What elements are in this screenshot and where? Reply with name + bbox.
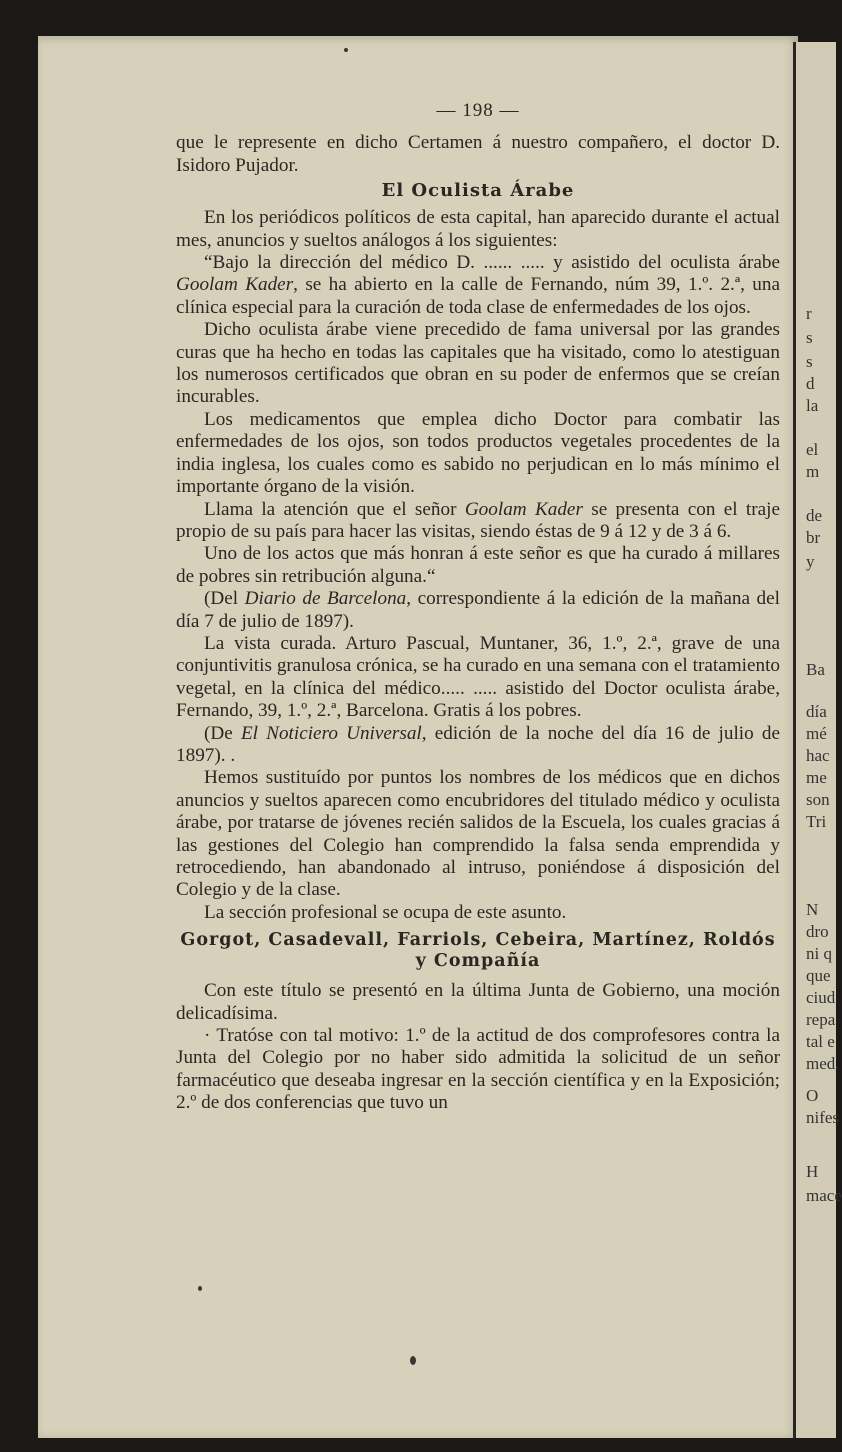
paragraph: Con este título se presentó en la última Junta de Gobierno, una moción delicadísima. [176,980,780,1024]
text-run: , correspondiente á la edición de la mañana del día 7 de julio de 1897). [176,588,781,632]
italic-publication: El Noticiero Universal [240,722,422,744]
section-heading: El Oculista Árabe [381,180,575,202]
ink-speck [198,1286,202,1291]
adjacent-page-fragment: s [806,328,813,347]
italic-publication: Diario de Barcelona [244,588,407,610]
adjacent-page-fragment: d [806,374,815,393]
adjacent-page-fragment: ni q [806,944,832,963]
paragraph: Uno de los actos que más honran á este señor es que ha curado á millares de pobres sin retribución alguna.“ [176,543,780,587]
paragraph: Dicho oculista árabe viene precedido de fama universal por las grandes curas que ha hecho en todas las capitales que ha visitado, como lo atestiguan los numerosos certificados que obran en su poder de enfermos que se creían incurables. [176,319,780,408]
paragraph: La sección profesional se ocupa de este asunto. [204,901,567,923]
adjacent-page-fragment: hac [806,746,830,765]
adjacent-page-fragment: ciud [806,988,836,1007]
page-number: — 198 — [436,100,520,121]
adjacent-page-fragment: Tri [806,812,827,831]
adjacent-page-fragment: Ba [806,660,825,679]
adjacent-page-fragment: s [806,352,813,371]
paragraph: · Tratóse con tal motivo: 1.º de la actitud de dos comprofesores contra la Junta del Colegio por no haber sido admitida la solicitud de un señor farmacéutico que deseaba ingresar en la sección científica y en la Exposición; 2.º de dos conferencias que tuvo un [176,1025,780,1114]
paragraph [176,588,780,633]
paragraph [176,252,780,319]
page-text [176,100,780,1115]
adjacent-page-fragment: día [806,702,827,721]
adjacent-page-fragment: mé [806,724,827,743]
ink-speck [410,1356,416,1365]
adjacent-page-fragment: mace [806,1186,842,1205]
adjacent-page-fragment: y [806,552,815,571]
adjacent-page-fragment: de [806,506,823,525]
paragraph: En los periódicos políticos de esta capital, han aparecido durante el actual mes, anuncios y sueltos análogos á los siguientes: [176,207,780,251]
adjacent-page-fragment: que [806,966,831,985]
adjacent-page-fragment: O [806,1086,819,1105]
adjacent-page-fragment: med. [806,1054,840,1073]
adjacent-page-fragment: nifes [806,1108,840,1127]
adjacent-page-fragment: repa [806,1010,836,1029]
text-run: (Del [204,588,245,610]
text-run: Llama la atención que el señor [204,498,465,520]
adjacent-page-fragment: N [806,900,819,919]
paragraph: Los medicamentos que emplea dicho Doctor para combatir las enfermedades de los ojos, son todos productos vegetales procedentes de la india inglesa, los cuales como es sabido no perjudican en lo más mínimo el importante órgano de la visión. [176,408,780,498]
ink-speck [344,48,348,52]
adjacent-page-edge [793,42,842,1438]
text-run: se presenta con el traje propio de su país para hacer las visitas, siendo éstas de 9 á 12 y de 3 á 6. [176,498,781,542]
adjacent-page-fragment: me [806,768,827,787]
section-heading: Gorgot, Casadevall, Farriols, Cebeira, Martínez, Roldós y Compañía [180,930,776,972]
adjacent-page-fragment: son [806,790,830,809]
italic-name: Goolam Kader [176,274,294,296]
paragraph [176,499,780,544]
paragraph [176,723,780,768]
adjacent-page-fragment: la [806,396,819,415]
text-run: , se ha abierto en la calle de Fernando, núm 39, 1.º. 2.ª, una clínica especial para la curación de toda clase de enfermedades de los ojos. [176,274,781,318]
adjacent-page-fragment: r [806,304,812,323]
adjacent-page-fragment: m [806,462,820,481]
adjacent-page-fragment: br [806,528,821,547]
paragraph: La vista curada. Arturo Pascual, Muntaner, 36, 1.º, 2.ª, grave de una conjuntivitis granulosa crónica, se ha curado en una semana con el tratamiento vegetal, en la clínica del médico..... ..... asistido del Doctor oculista árabe, Fernando, 39, 1.º, 2.ª, Barcelona. Gratis á los pobres. [176,632,780,722]
adjacent-page-fragment: tal e [806,1032,835,1051]
paragraph: Hemos sustituído por puntos los nombres de los médicos que en dichos anuncios y sueltos aparecen como encubridores del titulado médico y oculista árabe, por tratarse de jóvenes recién salidos de la Escuela, los cuales gracias á las gestiones del Colegio han comprendido la falsa senda emprendida y retrocediendo, han abandonado al intruso, poniéndose á disposición del Colegio y de la clase. [176,767,780,901]
text-run: , edición de la noche del día 16 de julio de 1897). . [176,722,781,766]
adjacent-page-fragment: H [806,1162,819,1181]
paragraph: que le represente en dicho Certamen á nuestro compañero, el doctor D. Isidoro Pujador. [176,132,780,176]
text-run: “Bajo la dirección del médico D. ...... ..... y asistido del oculista árabe [204,252,780,274]
adjacent-page-fragment: dro [806,922,829,941]
italic-name: Goolam Kader [464,498,583,520]
text-run: (De [204,722,241,744]
adjacent-page-fragment: el [806,440,819,459]
